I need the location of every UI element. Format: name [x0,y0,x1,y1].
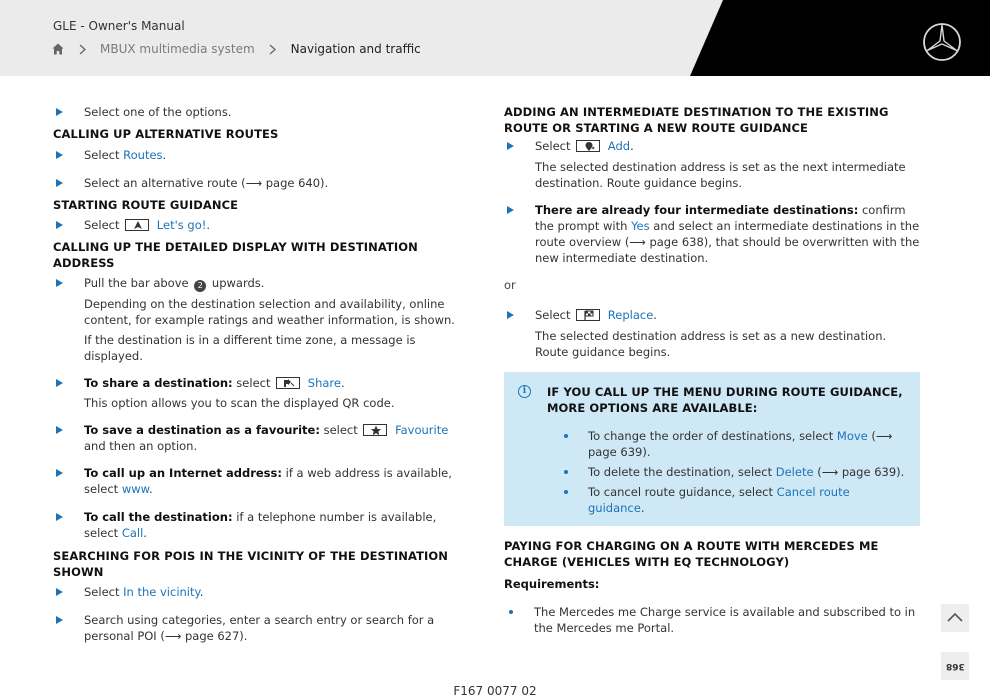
info-box [504,372,920,526]
breadcrumb-current: Navigation and traffic [290,42,421,56]
section-heading: ADDING AN INTERMEDIATE DESTINATION TO THE EXISTING ROUTE OR STARTING A NEW ROUTE GUIDANCE [504,105,889,135]
paragraph: The selected destination address is set as the next intermediate destination. Route guidance begins. [535,160,906,190]
list-item: To save a destination as a favourite: select Favourite and then an option. [53,422,463,454]
www-link[interactable]: www [121,482,149,496]
add-link[interactable]: Add [607,139,631,153]
list-item: To call the destination: if a telephone number is available, select Call. [53,509,463,541]
list-item: To call up an Internet address: if a web address is available, select www. [53,465,463,497]
list-item: There are already four intermediate destinations: confirm the prompt with Yes and select an intermediate destinations in the route overview (⟶ page 638), that should be overwritten with the new intermediate destination. [504,202,920,266]
list-item: Search using categories, enter a search entry or search for a personal POI (⟶ page 627). [53,612,463,644]
list-item: Select Add. [504,138,920,154]
page-number-badge [941,652,969,680]
breadcrumb-link-mbux[interactable]: MBUX multimedia system [100,42,255,56]
cancel-route-guidance-link[interactable]: Cancel route guidance [588,485,850,515]
call-link[interactable]: Call [121,526,144,540]
chevron-up-icon [947,611,963,625]
add-destination-icon [576,140,600,152]
section-heading: PAYING FOR CHARGING ON A ROUTE WITH MERCEDES ME CHARGE (VEHICLES WITH EQ TECHNOLOGY) [504,539,879,569]
navigation-start-icon [125,219,149,231]
share-icon [276,377,300,389]
list-item: The Mercedes me Charge service is available and subscribed to in the Mercedes me Portal. [504,604,920,636]
left-column [53,104,463,644]
yes-link[interactable]: Yes [631,219,650,233]
list-item: Select an alternative route (⟶ page 640). [53,175,463,191]
in-the-vicinity-link[interactable]: In the vicinity [123,585,200,599]
breadcrumb [52,42,421,56]
list-item: Pull the bar above 2 upwards. [53,275,463,292]
info-heading: IF YOU CALL UP THE MENU DURING ROUTE GUIDANCE, MORE OPTIONS ARE AVAILABLE: [547,385,903,415]
manual-title: GLE - Owner's Manual [53,19,185,33]
number-2-icon: 2 [194,280,206,292]
image-reference-code: F167 0077 02 [453,684,537,698]
list-item: Select one of the options. [53,104,463,120]
favourite-link[interactable]: Favourite [395,423,449,437]
paragraph: The selected destination address is set as a new destination. Route guidance begins. [535,329,887,359]
replace-link[interactable]: Replace [607,308,654,322]
section-heading: STARTING ROUTE GUIDANCE [53,198,239,212]
section-heading: SEARCHING FOR POIS IN THE VICINITY OF THE DESTINATION SHOWN [53,549,449,579]
info-icon: i [518,385,531,398]
home-icon[interactable] [52,43,64,55]
page-number: 368 [945,661,965,671]
list-item: Select Let's go!. [53,217,463,233]
move-link[interactable]: Move [836,429,868,443]
delete-link[interactable]: Delete [775,465,814,479]
list-item: To change the order of destinations, select Move (⟶ page 639). [516,428,908,460]
section-heading: CALLING UP THE DETAILED DISPLAY WITH DESTINATION ADDRESS [53,240,418,270]
lets-go-link[interactable]: Let's go! [156,218,207,232]
page-header [0,0,990,76]
paragraph: This option allows you to scan the displayed QR code. [84,396,395,410]
paragraph: Depending on the destination selection and availability, online content, for example ratings and weather information, is shown. [84,297,455,327]
right-column [504,104,920,636]
chevron-right-icon [72,43,92,55]
star-icon [363,424,387,436]
chevron-right-icon [263,43,283,55]
routes-link[interactable]: Routes [123,148,163,162]
list-item: To delete the destination, select Delete (⟶ page 639). [516,464,908,480]
list-item: Select Replace. [504,307,920,323]
list-item: To share a destination: select Share. [53,375,463,391]
list-item: Select Routes. [53,147,463,163]
or-text: or [504,278,516,292]
paragraph: If the destination is in a different time zone, a message is displayed. [84,333,416,363]
mercedes-star-logo-icon [922,22,962,62]
share-link[interactable]: Share [307,376,341,390]
destination-flag-icon [576,309,600,321]
list-item: To cancel route guidance, select Cancel route guidance. [516,484,908,516]
list-item: Select In the vicinity. [53,584,463,600]
section-heading: CALLING UP ALTERNATIVE ROUTES [53,127,279,141]
scroll-to-top-button[interactable] [941,604,969,632]
requirements-label: Requirements: [504,577,600,591]
